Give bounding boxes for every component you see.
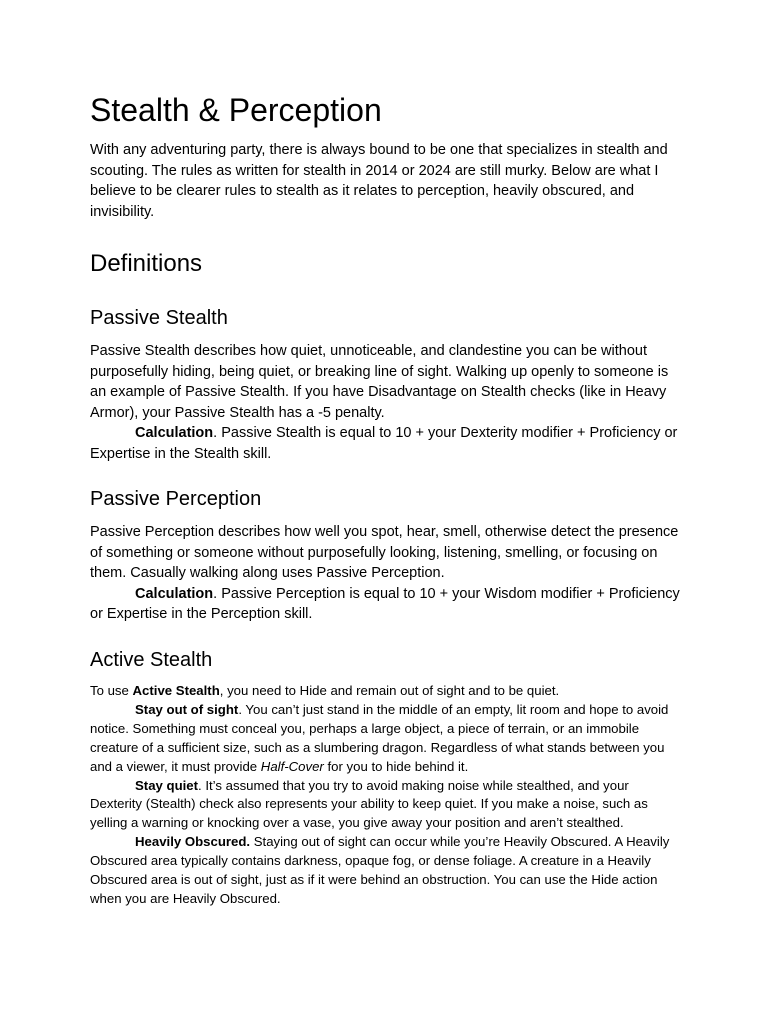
stay-out-of-sight-label: Stay out of sight	[135, 701, 239, 717]
passive-stealth-heading: Passive Stealth	[90, 307, 228, 329]
intro-paragraph: With any adventuring party, there is always bound to be one that specializes in stealth and scouting. The rules as written for stealth in 2014 or 2024 are still murky. Below are what I believe to be clearer rules to stealth as it relates to perception, heavily obscured, and invisibility.	[90, 142, 668, 220]
passive-stealth-calculation	[90, 423, 680, 464]
passive-stealth-section	[90, 341, 680, 464]
calculation-text: . Passive Stealth is equal to 10 + your Dexterity modifier + Proficiency or Expertise in the Stealth skill.	[90, 425, 678, 462]
passive-stealth-body: Passive Stealth describes how quiet, unnoticeable, and clandestine you can be without purposefully hiding, being quiet, or breaking line of sight. Walking up openly to someone is an example of Passive Stealth. If you have Disadvantage on Stealth checks (like in Heavy Armor), your Passive Stealth has a -5 penalty.	[90, 343, 669, 421]
stay-out-of-sight-paragraph: Stay out of sight. You can’t just stand in the middle of an empty, lit room and hope to avoid notice. Something must conceal you, perhaps a large object, a piece of terrain, or an immobile creature of a sufficient size, such as a slumbering dragon. Regardless of what stands between you and a viewer, it must provide Half-Cover for you to hide behind it.	[90, 701, 669, 774]
calculation-label: Calculation	[135, 425, 214, 441]
active-stealth-intro: To use Active Stealth, you need to Hide and remain out of sight and to be quiet.	[90, 683, 560, 698]
heavily-obscured-paragraph: Heavily Obscured. Staying out of sight can occur while you’re Heavily Obscured. A Heavily Obscured area typically contains darkness, opaque fog, or dense foliage. A creature in a Heavily Obscured area is out of sight, just as if it were behind an obstruction. You can use the Hide action when you are Heavily Obscured.	[90, 834, 670, 906]
stay-quiet-label: Stay quiet	[135, 777, 199, 793]
calculation-label: Calculation	[135, 585, 214, 602]
passive-perception-section	[90, 522, 680, 625]
definitions-heading: Definitions	[90, 250, 203, 277]
active-stealth-section	[90, 682, 680, 909]
active-stealth-heading: Active Stealth	[90, 649, 213, 671]
page-title: Stealth & Perception	[90, 92, 382, 128]
half-cover-term: Half-Cover	[260, 758, 324, 774]
passive-perception-heading: Passive Perception	[90, 488, 262, 510]
stay-quiet-paragraph: Stay quiet. It’s assumed that you try to avoid making noise while stealthed, and your Dexterity (Stealth) check also represents your ability to keep quiet. If you make a noise, such as yelling a warning or knocking over a vase, you give away your position and aren’t stealthed.	[90, 777, 648, 831]
calculation-text: . Passive Perception is equal to 10 + your Wisdom modifier + Proficiency or Expertise in the Perception skill.	[90, 585, 680, 622]
active-stealth-term: Active Stealth	[132, 683, 220, 698]
heavily-obscured-label: Heavily Obscured.	[135, 834, 251, 850]
passive-perception-body: Passive Perception describes how well you spot, hear, smell, otherwise detect the presence of something or someone without purposefully looking, listening, smelling, or focusing on them. Casually walking along uses Passive Perception.	[90, 524, 679, 581]
passive-perception-calculation	[90, 584, 680, 625]
